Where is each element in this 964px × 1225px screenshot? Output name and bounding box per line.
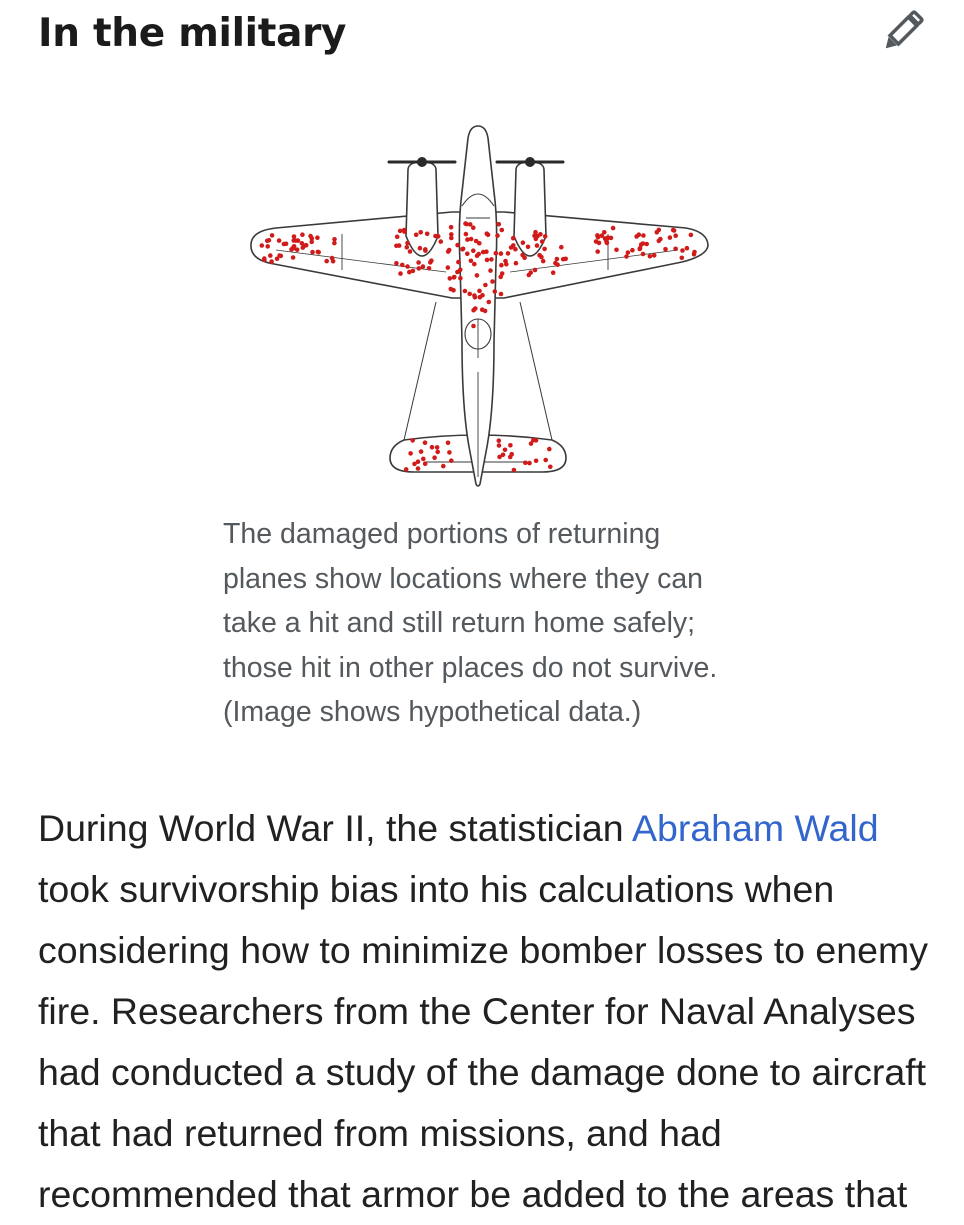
figure-caption: The damaged portions of returning planes show locations where they can take a hit and still return home safely; those hit in other places do not survive. (Image shows hypothetical data.) xyxy=(223,518,718,728)
section-header xyxy=(38,8,928,64)
edit-section-button[interactable] xyxy=(876,6,928,58)
figure xyxy=(246,122,710,492)
paragraph-text-continued: took survivorship bias into his calculations when considering how to minimize bomber losses to enemy fire. Researchers from the Center for Naval Analyses had conducted a study of the damage done to aircraft that had returned from missions, and had recommended that armor be added to the areas that xyxy=(38,868,928,1215)
article-paragraph xyxy=(38,798,938,1225)
paragraph-text: During World War II, the statistician xyxy=(38,807,632,849)
abraham-wald-link[interactable]: Abraham Wald xyxy=(631,807,879,849)
section-title: In the military xyxy=(38,11,347,56)
airplane-damage-diagram[interactable] xyxy=(246,122,710,492)
pencil-icon xyxy=(877,7,927,57)
